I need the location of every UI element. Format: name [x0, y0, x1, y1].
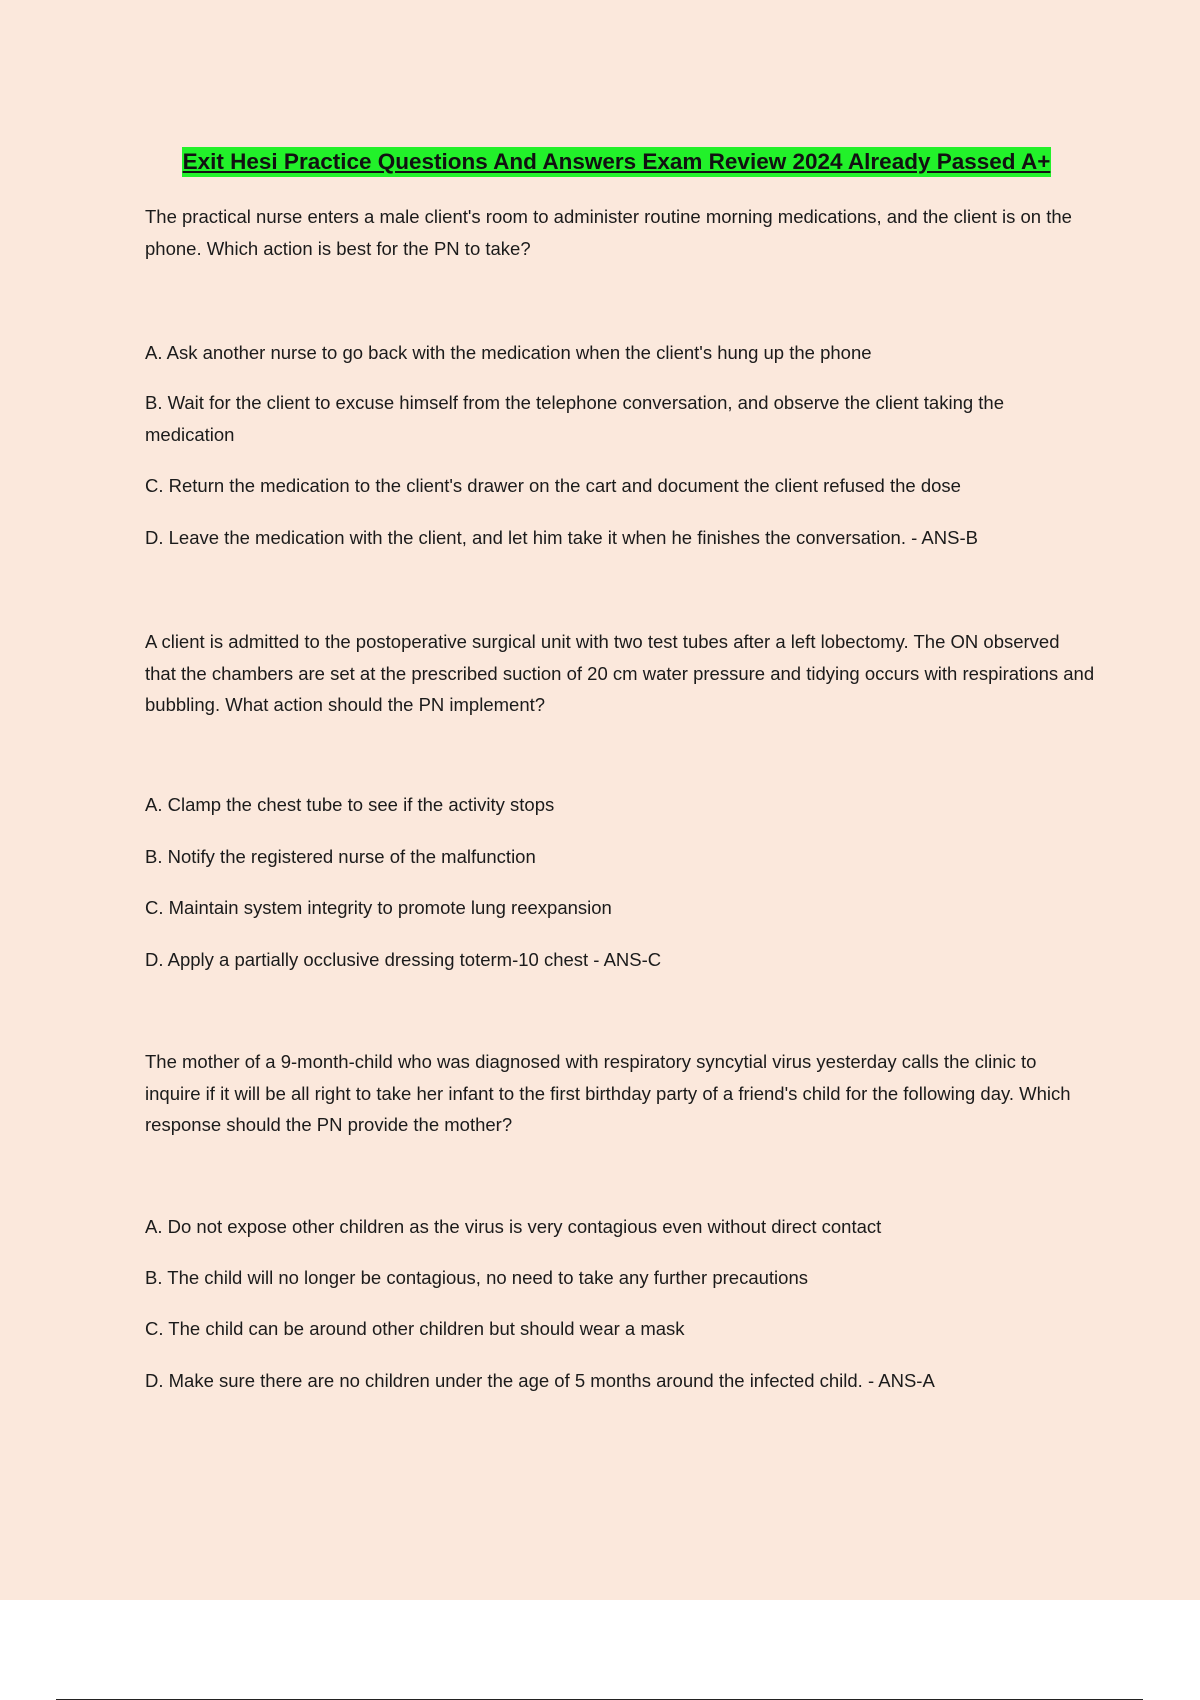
question-3-option-a: A. Do not expose other children as the virus is very contagious even without direct contact	[145, 1216, 882, 1237]
question-2-option-d: D. Apply a partially occlusive dressing toterm-10 chest - ANS-C	[145, 949, 662, 970]
question-1-option-c: C. Return the medication to the client's drawer on the cart and document the client refused the dose	[145, 475, 961, 496]
question-2-stem: A client is admitted to the postoperative surgical unit with two test tubes after a left lobectomy. The ON observed that the chambers are set at the prescribed suction of 20 cm water pressure and tidying occurs with respirations and bubbling. What action should the PN implement?	[145, 631, 1095, 715]
question-3-option-d: D. Make sure there are no children under the age of 5 months around the infected child. - ANS-A	[145, 1370, 935, 1391]
question-2-option-a: A. Clamp the chest tube to see if the activity stops	[145, 794, 555, 815]
document-title: Exit Hesi Practice Questions And Answers Exam Review 2024 Already Passed A+	[182, 147, 1052, 177]
question-3-option-b: B. The child will no longer be contagious, no need to take any further precautions	[145, 1267, 808, 1288]
question-1-stem: The practical nurse enters a male client's room to administer routine morning medications, and the client is on the phone. Which action is best for the PN to take?	[145, 206, 1072, 259]
question-2-option-b: B. Notify the registered nurse of the malfunction	[145, 846, 536, 867]
title-container	[150, 147, 1083, 177]
question-3-option-c: C. The child can be around other children but should wear a mask	[145, 1318, 685, 1339]
question-1-option-d: D. Leave the medication with the client, and let him take it when he finishes the conversation. - ANS-B	[145, 527, 978, 548]
question-1-option-b: B. Wait for the client to excuse himself from the telephone conversation, and observe the client taking the medication	[145, 392, 1005, 445]
question-3-stem: The mother of a 9-month-child who was diagnosed with respiratory syncytial virus yesterday calls the clinic to inquire if it will be all right to take her infant to the first birthday party of a friend's child for the following day. Which response should the PN provide the mother?	[145, 1051, 1071, 1135]
question-2-option-c: C. Maintain system integrity to promote lung reexpansion	[145, 897, 612, 918]
question-1-option-a: A. Ask another nurse to go back with the medication when the client's hung up the phone	[145, 342, 872, 363]
